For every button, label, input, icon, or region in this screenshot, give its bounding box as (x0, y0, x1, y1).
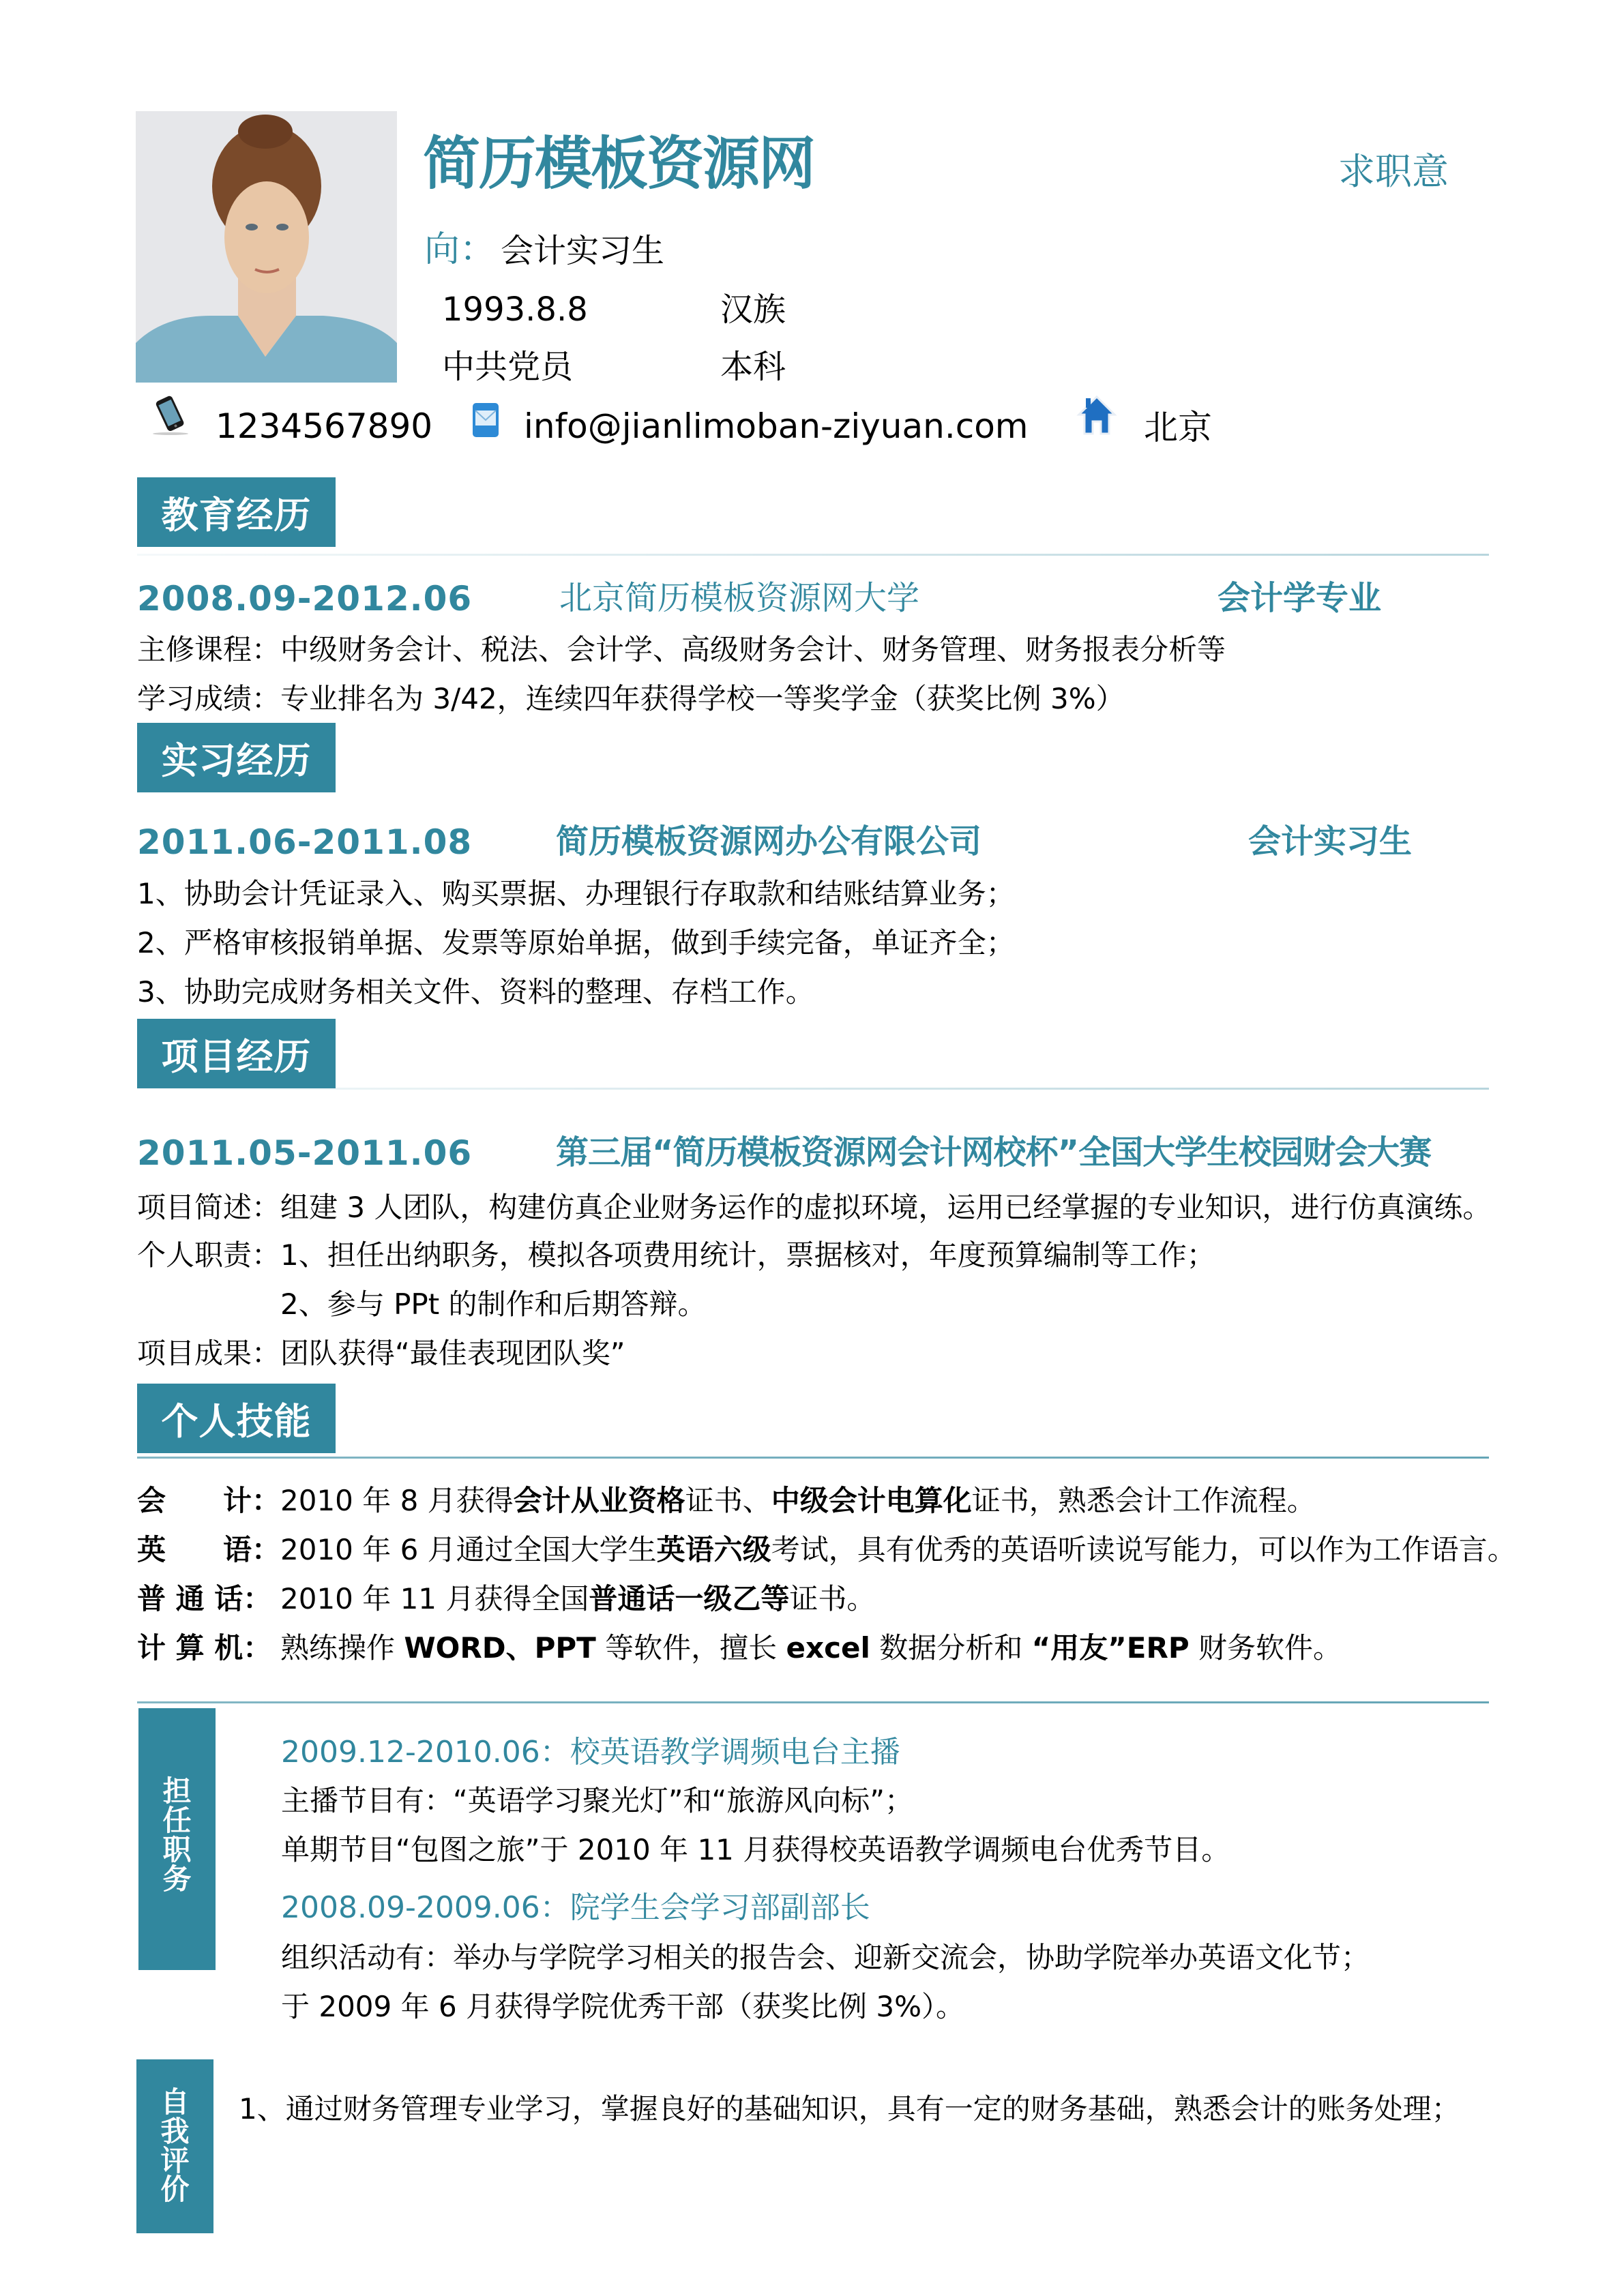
skill-description (280, 1582, 876, 1615)
project-duty: 2、参与 PPt 的制作和后期答辩。 (280, 1287, 707, 1321)
internship-role: 会计实习生 (1248, 822, 1413, 861)
education-grades: 学习成绩：专业排名为 3/42，连续四年获得学校一等奖学金（获奖比例 3%） (137, 682, 1125, 715)
political-status: 中共党员 (442, 348, 574, 386)
skill-description (280, 1533, 1516, 1566)
divider (137, 1457, 1489, 1459)
skill-text: 熟练操作 (280, 1631, 404, 1665)
project-duty: 1、担任出纳职务，模拟各项费用统计，票据核对，年度预算编制等工作； (280, 1238, 1215, 1272)
position-title: 2008.09-2009.06：院学生会学习部副部长 (281, 1890, 870, 1925)
skill-text: 2010 年 11 月获得全国 (280, 1582, 589, 1615)
heading-char: 务 (162, 1862, 192, 1896)
email-address[interactable]: info@jianlimoban-ziyuan.com (524, 406, 1029, 446)
skill-text: 财务软件。 (1189, 1631, 1342, 1665)
job-intent-label-part1: 求职意 (1338, 150, 1449, 193)
skill-description (280, 1631, 1342, 1665)
birth-date: 1993.8.8 (442, 290, 588, 329)
skill-text: 证书、 (685, 1484, 771, 1517)
skill-label: 计 算 机： (137, 1631, 272, 1665)
profile-photo (136, 111, 397, 383)
skill-highlight: excel (786, 1631, 870, 1665)
skill-highlight: 普通话一级乙等 (589, 1582, 790, 1615)
skill-highlight: 会计从业资格 (513, 1484, 685, 1517)
section-heading-project: 项目经历 (137, 1019, 336, 1088)
divider (137, 554, 1489, 556)
skill-label: 普 通 话： (137, 1582, 272, 1615)
skill-highlight: 中级会计电算化 (771, 1484, 972, 1517)
education-courses: 主修课程：中级财务会计、税法、会计学、高级财务会计、财务管理、财务报表分析等 (137, 633, 1226, 666)
heading-char: 自 (160, 2085, 190, 2119)
position-line: 组织活动有：举办与学院学习相关的报告会、迎新交流会，协助学院举办英语文化节； (281, 1941, 1370, 1974)
position-line: 单期节目“包图之旅”于 2010 年 11 月获得校英语教学调频电台优秀节目。 (281, 1833, 1230, 1866)
position-line: 主播节目有：“英语学习聚光灯”和“旅游风向标”； (281, 1784, 914, 1817)
project-summary: 组建 3 人团队，构建仿真企业财务运作的虚拟环境，运用已经掌握的专业知识，进行仿真演练。 (280, 1191, 1492, 1224)
position-title: 2009.12-2010.06：校英语教学调频电台主播 (281, 1735, 900, 1770)
position-line: 于 2009 年 6 月获得学院优秀干部（获奖比例 3%）。 (281, 1990, 964, 2023)
self-evaluation-line: 1、通过财务管理专业学习，掌握良好的基础知识，具有一定的财务基础，熟悉会计的账务处理； (239, 2092, 1460, 2126)
skill-label: 英 语： (137, 1533, 281, 1566)
divider (137, 1088, 1489, 1090)
project-duty-label: 个人职责： (137, 1238, 281, 1272)
skill-text: 数据分析和 (870, 1631, 1032, 1665)
heading-char: 任 (162, 1804, 192, 1838)
job-intent-label-part2: 向： (424, 229, 496, 270)
project-result: 团队获得“最佳表现团队奖” (280, 1337, 625, 1370)
heading-char: 职 (162, 1833, 192, 1866)
candidate-name: 简历模板资源网 (423, 130, 815, 197)
section-heading-internship: 实习经历 (137, 723, 336, 792)
divider (137, 1701, 1489, 1703)
skill-text: 证书，熟悉会计工作流程。 (971, 1484, 1316, 1517)
skill-description (280, 1484, 1316, 1517)
skill-text: 证书。 (789, 1582, 876, 1615)
heading-char: 我 (160, 2114, 190, 2148)
project-date: 2011.05-2011.06 (137, 1133, 473, 1173)
internship-item: 3、协助完成财务相关文件、资料的整理、存档工作。 (137, 975, 814, 1009)
home-icon (1076, 394, 1117, 439)
skill-label: 会 计： (137, 1484, 281, 1517)
skill-highlight: 英语六级 (656, 1533, 771, 1566)
internship-company: 简历模板资源网办公有限公司 (556, 822, 982, 861)
skill-text: 2010 年 6 月通过全国大学生 (280, 1533, 657, 1566)
project-result-label: 项目成果： (137, 1337, 281, 1370)
skill-text: 等软件，擅长 (595, 1631, 786, 1665)
internship-date: 2011.06-2011.08 (137, 822, 473, 862)
heading-char: 价 (160, 2173, 190, 2207)
heading-char: 担 (162, 1774, 192, 1808)
section-heading-positions (138, 1708, 216, 1970)
phone-icon (151, 394, 189, 439)
education-school: 北京简历模板资源网大学 (559, 579, 920, 617)
skill-highlight: “用友”ERP (1031, 1631, 1190, 1665)
mail-icon (472, 402, 499, 441)
section-heading-skills: 个人技能 (137, 1384, 336, 1453)
heading-char: 评 (160, 2143, 190, 2177)
section-heading-self-evaluation (136, 2059, 213, 2233)
project-title: 第三届“简历模板资源网会计网校杯”全国大学生校园财会大赛 (556, 1133, 1432, 1172)
internship-item: 1、协助会计凭证录入、购买票据、办理银行存取款和结账结算业务； (137, 877, 1015, 910)
internship-item: 2、严格审核报销单据、发票等原始单据，做到手续完备，单证齐全； (137, 926, 1015, 959)
skill-highlight: WORD、PPT (404, 1631, 596, 1665)
ethnicity: 汉族 (720, 290, 786, 329)
skill-text: 2010 年 8 月获得 (280, 1484, 514, 1517)
job-intent-value: 会计实习生 (501, 232, 665, 270)
education-major: 会计学专业 (1217, 579, 1382, 617)
city: 北京 (1144, 408, 1212, 447)
skill-text: 考试，具有优秀的英语听读说写能力，可以作为工作语言。 (771, 1533, 1516, 1566)
education-degree: 本科 (720, 348, 786, 386)
section-heading-education: 教育经历 (137, 477, 336, 547)
phone-number[interactable]: 1234567890 (216, 406, 433, 446)
project-summary-label: 项目简述： (137, 1191, 281, 1224)
education-date: 2008.09-2012.06 (137, 579, 473, 618)
